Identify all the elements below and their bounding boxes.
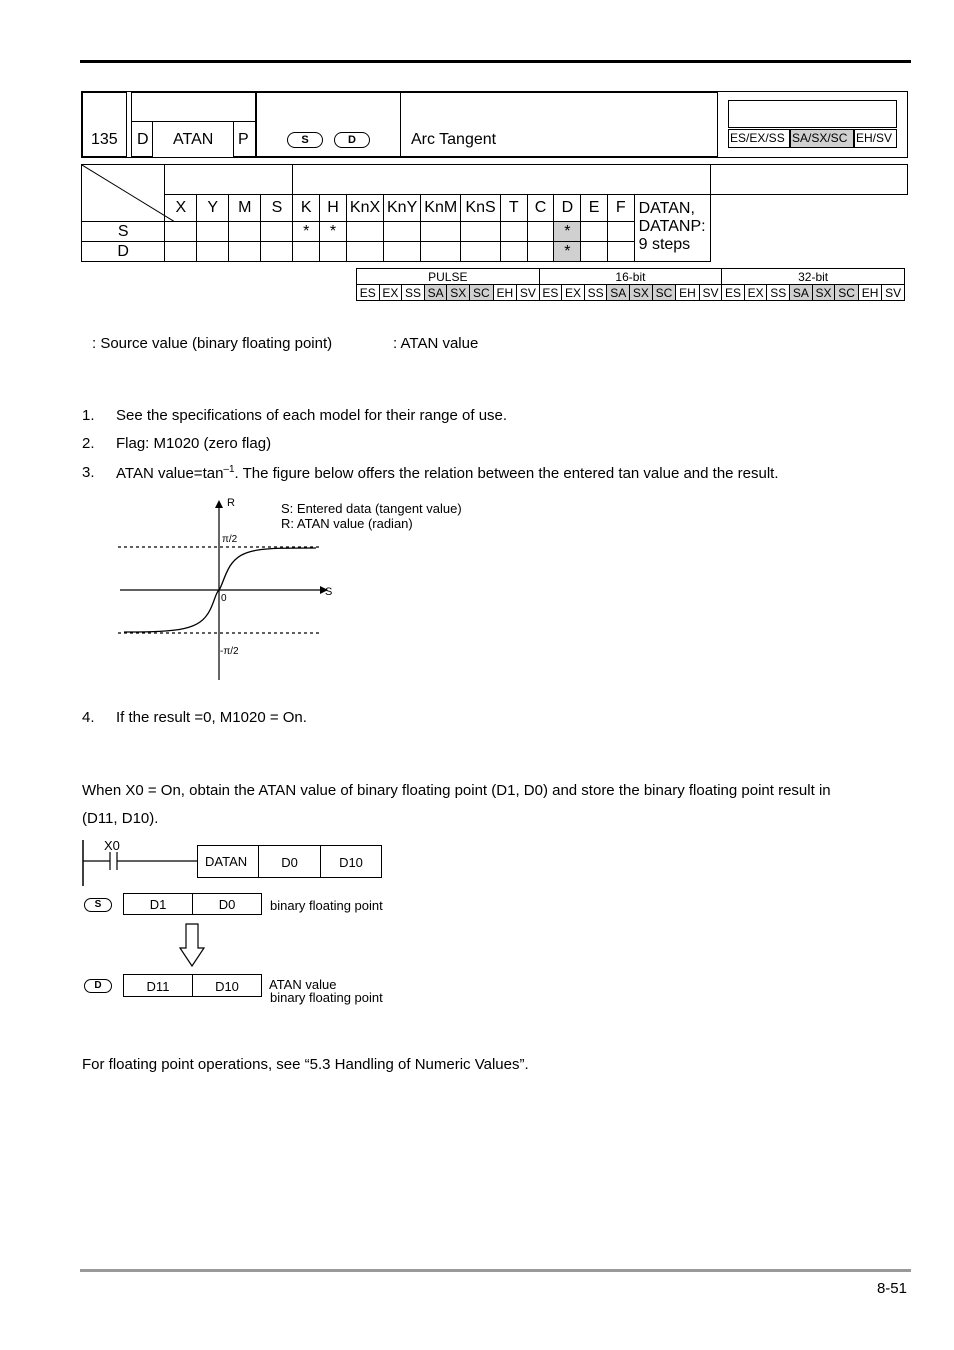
col-k: K xyxy=(293,195,320,222)
model-3: EH/SV xyxy=(856,131,893,145)
d-register-lo: D10 xyxy=(192,974,262,997)
x-axis-label: S xyxy=(325,586,333,598)
mark xyxy=(527,222,554,242)
row-label-d: D xyxy=(82,242,165,262)
col-m: M xyxy=(229,195,261,222)
col-kns: KnS xyxy=(461,195,501,222)
col-f: F xyxy=(607,195,634,222)
mark xyxy=(461,222,501,242)
mark xyxy=(384,242,421,262)
instr-op2: D10 xyxy=(320,845,382,878)
col-t: T xyxy=(500,195,527,222)
instruction-header xyxy=(81,91,908,158)
model-cell: EH xyxy=(493,285,516,301)
s-register-lo: D0 xyxy=(192,893,262,915)
mark: * xyxy=(320,222,347,242)
model-cell: SV xyxy=(699,285,722,301)
diagonal-line xyxy=(82,165,175,222)
mark xyxy=(346,242,383,262)
contact-label: X0 xyxy=(104,838,120,853)
col-x: X xyxy=(165,195,197,222)
col-knm: KnM xyxy=(421,195,461,222)
model-cell: SC xyxy=(652,285,675,301)
api-number: 135 xyxy=(91,131,118,148)
mark xyxy=(165,242,197,262)
d-note-2: binary floating point xyxy=(270,990,383,1005)
instr-box: DATAN xyxy=(197,845,259,878)
down-arrow-icon xyxy=(178,922,206,968)
footer-note: For floating point operations, see “5.3 Handling of Numeric Values”. xyxy=(82,1056,529,1073)
mark xyxy=(581,242,608,262)
mark xyxy=(197,242,229,262)
lower-label: -π/2 xyxy=(220,646,239,657)
model-1: ES/EX/SS xyxy=(730,131,785,145)
mark xyxy=(461,242,501,262)
group-16bit: 16-bit xyxy=(539,269,722,285)
top-rule xyxy=(80,60,911,63)
model-cell: SX xyxy=(630,285,653,301)
model-cell: SA xyxy=(424,285,447,301)
d-register-hi: D11 xyxy=(123,974,193,997)
mark xyxy=(346,222,383,242)
note-3-num: 3. xyxy=(82,464,95,481)
model-cell: ES xyxy=(357,285,380,301)
legend-s: S: Entered data (tangent value) xyxy=(281,501,462,516)
s-register-hi: D1 xyxy=(123,893,193,915)
col-c: C xyxy=(527,195,554,222)
mark xyxy=(261,242,293,262)
mark xyxy=(607,242,634,262)
mark xyxy=(229,222,261,242)
model-cell: SA xyxy=(607,285,630,301)
col-y: Y xyxy=(197,195,229,222)
diagonal-cell xyxy=(82,165,165,222)
mark xyxy=(384,222,421,242)
model-cell: SC xyxy=(470,285,493,301)
mark xyxy=(197,222,229,242)
mark xyxy=(607,222,634,242)
operands-cell xyxy=(256,92,401,157)
note-3-sup: –1 xyxy=(223,464,235,475)
note-1-num: 1. xyxy=(82,407,95,424)
mark: * xyxy=(554,222,581,242)
mark: * xyxy=(293,222,320,242)
y-axis-label: R xyxy=(227,497,235,509)
mark xyxy=(527,242,554,262)
mark xyxy=(421,242,461,262)
operand-s-desc: : Source value (binary floating point) xyxy=(92,335,333,352)
note-4-num: 4. xyxy=(82,709,95,726)
model-cell: SS xyxy=(402,285,425,301)
note-2-text: Flag: M1020 (zero flag) xyxy=(116,435,272,452)
model-cell: SS xyxy=(584,285,607,301)
note-3-part-b: . The figure below offers the relation between the entered tan value and the result. xyxy=(234,465,779,482)
page-number: 8-51 xyxy=(876,1280,907,1297)
example-line-1: When X0 = On, obtain the ATAN value of binary floating point (D1, D0) and store the binary floating point result in xyxy=(82,782,831,799)
note-4-text: If the result =0, M1020 = On. xyxy=(116,709,307,726)
note-3-part-a: ATAN value=tan xyxy=(116,465,224,482)
col-kny: KnY xyxy=(384,195,421,222)
group-32bit: 32-bit xyxy=(722,269,905,285)
d-note-1: ATAN value xyxy=(269,977,337,992)
operand-d-desc: : ATAN value xyxy=(393,335,479,352)
s-badge: S xyxy=(84,898,112,912)
model-cell: SX xyxy=(447,285,470,301)
note-3-text xyxy=(116,464,779,482)
row-d xyxy=(82,242,908,262)
mnemonic-head xyxy=(131,92,256,122)
word-device-head xyxy=(293,165,710,195)
col-knx: KnX xyxy=(346,195,383,222)
mark xyxy=(165,222,197,242)
bottom-rule xyxy=(80,1269,911,1272)
col-e: E xyxy=(581,195,608,222)
d-prefix: D xyxy=(137,131,149,148)
mnemonic: ATAN xyxy=(173,131,214,148)
note-1-text: See the specifications of each model for their range of use. xyxy=(116,407,508,424)
model-cell: ES xyxy=(722,285,745,301)
mark: * xyxy=(554,242,581,262)
model-head xyxy=(728,100,897,128)
model-cell: EH xyxy=(676,285,699,301)
instr-op1: D0 xyxy=(258,845,321,878)
operand-table xyxy=(81,164,908,262)
col-h: H xyxy=(320,195,347,222)
y-axis-arrow xyxy=(215,500,223,508)
mark xyxy=(500,222,527,242)
mark xyxy=(581,222,608,242)
origin-label: 0 xyxy=(221,593,227,604)
row-label-s: S xyxy=(82,222,165,242)
model-cell: ES xyxy=(539,285,562,301)
model-cell: EX xyxy=(744,285,767,301)
operand-d-badge: D xyxy=(334,132,370,148)
function-name: Arc Tangent xyxy=(411,131,497,148)
model-row xyxy=(357,285,905,301)
model-cell: SS xyxy=(767,285,790,301)
legend-r: R: ATAN value (radian) xyxy=(281,516,413,531)
s-note: binary floating point xyxy=(270,898,383,913)
row-s xyxy=(82,222,908,242)
model-cell: EX xyxy=(379,285,402,301)
upper-label: π/2 xyxy=(222,534,238,545)
col-d: D xyxy=(554,195,581,222)
model-cell: SV xyxy=(882,285,905,301)
mark xyxy=(229,242,261,262)
steps-cell xyxy=(634,195,710,262)
note-2-num: 2. xyxy=(82,435,95,452)
mark xyxy=(293,242,320,262)
group-pulse: PULSE xyxy=(357,269,540,285)
model-cell: SA xyxy=(790,285,813,301)
model-cell: SV xyxy=(517,285,540,301)
model-cell: EH xyxy=(858,285,881,301)
example-line-2: (D11, D10). xyxy=(82,810,159,827)
model-support-table xyxy=(356,268,905,301)
mark xyxy=(261,222,293,242)
bit-device-head xyxy=(165,165,293,195)
model-cell: SX xyxy=(812,285,835,301)
model-cell: EX xyxy=(562,285,585,301)
operand-s-badge: S xyxy=(287,132,323,148)
col-s: S xyxy=(261,195,293,222)
model-cell: SC xyxy=(835,285,858,301)
mark xyxy=(320,242,347,262)
model-2: SA/SX/SC xyxy=(792,131,848,145)
mark xyxy=(421,222,461,242)
atan-graph xyxy=(110,492,490,684)
p-suffix: P xyxy=(238,131,249,148)
steps-text: DATAN, DATANP: 9 steps xyxy=(638,200,706,253)
mark xyxy=(500,242,527,262)
d-badge: D xyxy=(84,979,112,993)
steps-head xyxy=(710,165,907,195)
